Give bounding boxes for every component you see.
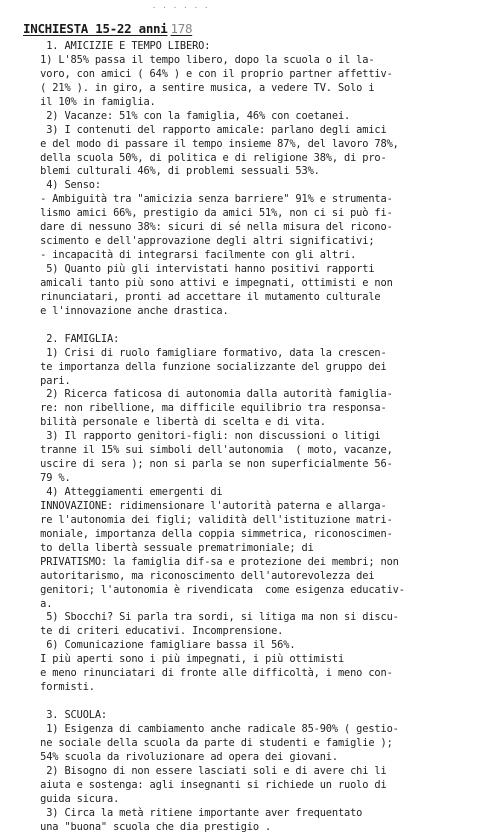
text-line: I più aperti sono i più impegnati, i più ottimisti [28, 653, 345, 666]
text-line: 3) Il rapporto genitori-figli: non discussioni o litigi [28, 430, 381, 443]
text-line: 6) Comunicazione famigliare bassa il 56%. [28, 639, 296, 652]
text-line: ne sociale della scuola da parte di studenti e famiglie ); [28, 736, 393, 749]
text-line: formisti. [28, 681, 95, 694]
text-line: te di criteri educativi. Incomprensione. [28, 625, 284, 638]
text-line: aiuta e sostenga: agli insegnanti si richiede un ruolo di [28, 778, 387, 791]
section-gap [28, 695, 472, 709]
title-text: INCHIESTA 15-22 anni [23, 21, 168, 36]
text-line: 4) Atteggiamenti emergenti di [28, 486, 223, 498]
text-line: - incapacità di integrarsi facilmente con gli altri. [28, 249, 357, 262]
text-line: autoritarismo, ma riconoscimento dell'autorevolezza dei [28, 569, 375, 582]
text-line: 54% scuola da rivoluzionare ad opera dei giovani. [28, 750, 338, 763]
text-line: genitori; l'autonomia è rivendicata come esigenza educativ- [28, 583, 405, 596]
text-line: 4) Senso: [28, 179, 101, 192]
text-line: PRIVATISMO: la famiglia dif-sa e protezione dei membri; non [28, 555, 399, 568]
section-2 [28, 333, 472, 695]
text-line: pari. [28, 374, 71, 387]
text-line: e del modo di passare il tempo insieme 87%, del lavoro 78%, [28, 137, 399, 150]
text-line: ( 21% ). in giro, a sentire musica, a vedere TV. Solo i [28, 81, 375, 94]
text-line: della scuola 50%, di politica e di religione 38%, di pro- [28, 151, 387, 164]
section-3 [28, 709, 472, 834]
handwritten-mark: 178 [170, 21, 193, 36]
text-line: una "buona" scuola che dia prestigio . [28, 820, 272, 833]
text-line: moniale, importanza della coppia simmetrica, riconoscimen- [28, 527, 393, 540]
text-line: bilità personale e libertà di scelta e di vita. [28, 416, 326, 429]
text-line: dare di nessuno 38%: sicuri di sé nella misura del ricono- [28, 221, 393, 234]
text-line: 2) Vacanze: 51% con la famiglia, 46% con coetanei. [28, 109, 351, 122]
section-1 [28, 40, 472, 319]
section-heading: 1. AMICIZIE E TEMPO LIBERO: [28, 40, 211, 52]
text-line: tranne il 15% sui simboli dell'autonomia ( moto, vacanze, [28, 444, 393, 457]
text-line: 5) Sbocchi? Si parla tra sordi, si litiga ma non si discu- [28, 611, 399, 624]
text-line: 5) Quanto più gli intervistati hanno positivi rapporti [28, 263, 375, 275]
text-line: re: non ribellione, ma difficile equilibrio tra responsa- [28, 402, 387, 415]
document-body [28, 40, 472, 834]
page-title [23, 21, 192, 36]
text-line: 2) Bisogno di non essere lasciati soli e di avere chi li [28, 764, 387, 777]
text-line: 1) L'85% passa il tempo libero, dopo la scuola o il la- [28, 53, 375, 66]
text-line: te importanza della funzione socializzante del gruppo dei [28, 360, 387, 373]
text-line: blemi culturali 46%, di problemi sessuali 53%. [28, 165, 320, 178]
text-line: scimento e dell'approvazione degli altri significativi; [28, 235, 375, 248]
text-line: rinunciatari, pronti ad accettare il mutamento culturale [28, 290, 381, 303]
text-line: e l'innovazione anche drastica. [28, 304, 229, 317]
text-line: to della libertà sessuale prematrimoniale; di [28, 541, 314, 554]
faded-stamp: · · · · · · [152, 4, 210, 12]
text-line: 3) Circa la metà ritiene importante aver frequentato [28, 806, 363, 819]
text-line: il 10% in famiglia. [28, 95, 156, 108]
text-line: re l'autonomia dei figli; validità dell'istituzione matri- [28, 513, 393, 526]
text-line: 2) Ricerca faticosa di autonomia dalla autorità famiglia- [28, 388, 393, 401]
text-line: uscire di sera ); non si parla se non superficialmente 56- [28, 458, 393, 471]
text-line: INNOVAZIONE: ridimensionare l'autorità paterna e allarga- [28, 499, 387, 512]
text-line: guida sicura. [28, 792, 120, 805]
text-line: 1) Crisi di ruolo famigliare formativo, data la crescen- [28, 346, 387, 359]
section-gap [28, 319, 472, 333]
text-line: a. [28, 597, 53, 610]
text-line: voro, con amici ( 64% ) e con il proprio partner affettiv- [28, 67, 393, 80]
section-heading: 2. FAMIGLIA: [28, 332, 120, 345]
text-line: e meno rinunciatari di fronte alle difficoltà, i meno con- [28, 667, 393, 680]
text-line: - Ambiguità tra "amicizia senza barriere" 91% e strumenta- [28, 193, 393, 206]
text-line: 79 %. [28, 472, 71, 485]
text-line: amicali tanto più sono attivi e impegnati, ottimisti e non [28, 276, 393, 289]
section-heading: 3. SCUOLA: [28, 709, 108, 721]
text-line: lismo amici 66%, prestigio da amici 51%, non ci si può fi- [28, 207, 393, 220]
text-line: 3) I contenuti del rapporto amicale: parlano degli amici [28, 123, 387, 136]
text-line: 1) Esigenza di cambiamento anche radicale 85-90% ( gestio- [28, 722, 399, 735]
